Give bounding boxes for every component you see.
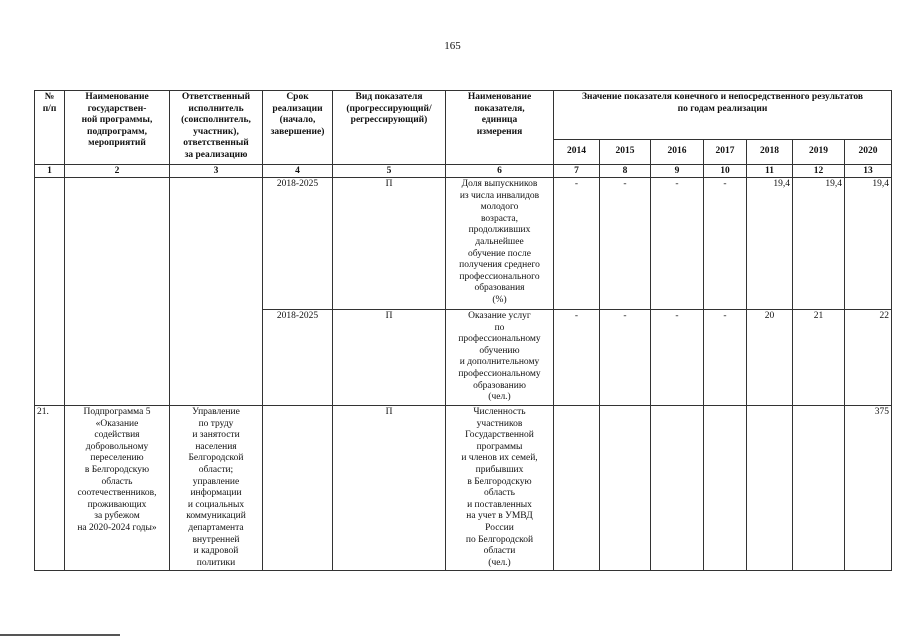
row-value: 22 [845, 310, 892, 406]
header-num: № п/п [35, 91, 65, 165]
header-year: 2020 [845, 140, 892, 165]
column-number: 1 [35, 165, 65, 178]
header-program-name: Наименование государствен- ной программы, подпрограмм, мероприятий [65, 91, 170, 165]
row-indicator-name: Доля выпускников из числа инвалидов молодого возраста, продолживших дальнейшее обучение после получения среднего профессионального образования (%) [446, 178, 554, 310]
row-value: 375 [845, 406, 892, 571]
row-value: - [704, 178, 747, 310]
program-indicators-table [34, 90, 892, 571]
column-number: 2 [65, 165, 170, 178]
column-number: 5 [333, 165, 446, 178]
column-number: 9 [651, 165, 704, 178]
row-value: - [554, 310, 600, 406]
header-year: 2014 [554, 140, 600, 165]
column-number: 7 [554, 165, 600, 178]
row-value: - [704, 310, 747, 406]
column-number-row [35, 165, 892, 178]
row-term: 2018-2025 [263, 310, 333, 406]
header-indicator-type: Вид показателя (прогрессирующий/ регрессирующий) [333, 91, 446, 165]
row-program-name-cell [65, 178, 170, 406]
header-indicator-name: Наименование показателя, единица измерения [446, 91, 554, 165]
row-value: - [554, 178, 600, 310]
header-row [35, 91, 892, 140]
row-value [651, 406, 704, 571]
page-number: 165 [444, 40, 461, 52]
row-indicator-name: Оказание услуг по профессиональному обучению и дополнительному профессиональному образованию (чел.) [446, 310, 554, 406]
header-term: Срок реализации (начало, завершение) [263, 91, 333, 165]
row-value: - [600, 310, 651, 406]
row-executor: Управление по труду и занятости населения Белгородской области; управление информации и социальных коммуникаций департамента внутренней и кадровой политики [170, 406, 263, 571]
column-number: 6 [446, 165, 554, 178]
column-number: 11 [747, 165, 793, 178]
header-year: 2017 [704, 140, 747, 165]
header-year: 2015 [600, 140, 651, 165]
row-value [793, 406, 845, 571]
row-value: - [600, 178, 651, 310]
header-year: 2016 [651, 140, 704, 165]
row-term: 2018-2025 [263, 178, 333, 310]
row-value [704, 406, 747, 571]
column-number: 12 [793, 165, 845, 178]
row-indicator-type: П [333, 406, 446, 571]
row-term [263, 406, 333, 571]
row-value: 19,4 [845, 178, 892, 310]
footer-rule [0, 634, 120, 636]
row-num-cell [35, 178, 65, 406]
column-number: 13 [845, 165, 892, 178]
row-value [600, 406, 651, 571]
row-value: 20 [747, 310, 793, 406]
row-value [554, 406, 600, 571]
table-row [35, 178, 892, 310]
table-row [35, 406, 892, 571]
header-executor: Ответственный исполнитель (соисполнитель, участник), ответственный за реализацию [170, 91, 263, 165]
row-program-name: Подпрограмма 5 «Оказание содействия добровольному переселению в Белгородскую область соотечественников, проживающих за рубежом на 2020-2024 годы» [65, 406, 170, 571]
row-num: 21. [35, 406, 65, 571]
row-value [747, 406, 793, 571]
column-number: 8 [600, 165, 651, 178]
row-value: 19,4 [793, 178, 845, 310]
row-value: 21 [793, 310, 845, 406]
row-value: - [651, 178, 704, 310]
header-year: 2018 [747, 140, 793, 165]
column-number: 10 [704, 165, 747, 178]
row-indicator-type: П [333, 310, 446, 406]
row-indicator-type: П [333, 178, 446, 310]
column-number: 4 [263, 165, 333, 178]
row-executor-cell [170, 178, 263, 406]
row-indicator-name: Численность участников Государственной программы и членов их семей, прибывших в Белгородскую область и поставленных на учет в УМВД России по Белгородской области (чел.) [446, 406, 554, 571]
header-year: 2019 [793, 140, 845, 165]
header-values: Значение показателя конечного и непосредственного результатов по годам реализации [554, 91, 892, 140]
row-value: 19,4 [747, 178, 793, 310]
row-value: - [651, 310, 704, 406]
column-number: 3 [170, 165, 263, 178]
